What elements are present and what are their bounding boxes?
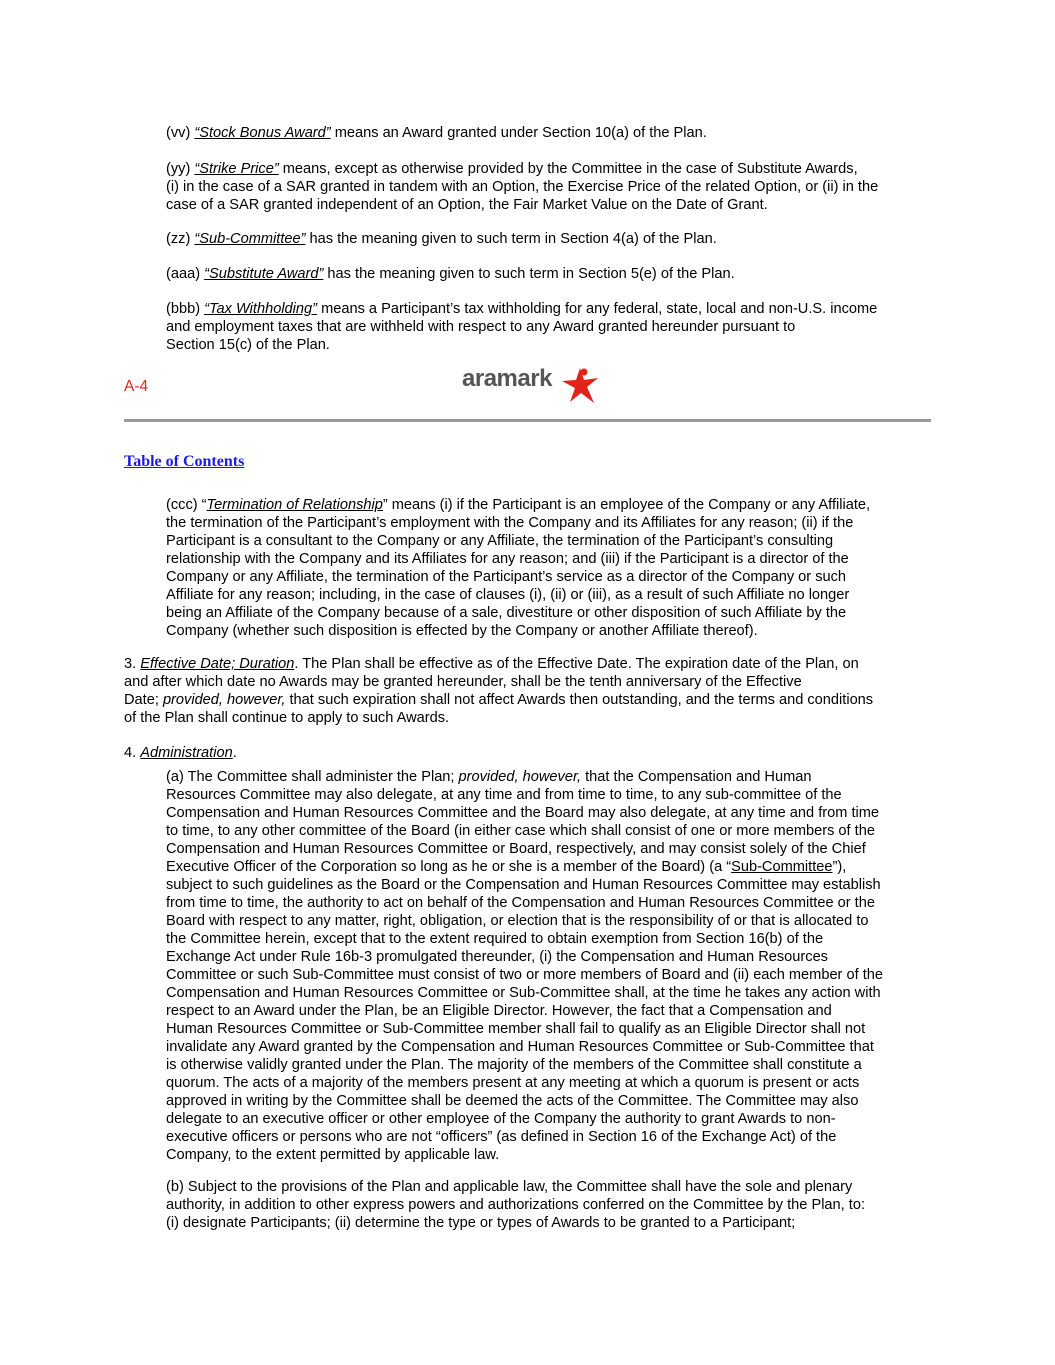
para-text: Executive Officer of the Corporation so long as he or she is a member of the Board) (a “	[166, 859, 732, 875]
def-line: Company or any Affiliate, the termination of the Participant’s service as a director of the Company or such	[166, 569, 847, 585]
section-emphasis: provided, however,	[162, 692, 286, 708]
section-text: . The Plan shall be effective as of the Effective Date. The expiration date of the Plan, on	[294, 656, 859, 672]
definition-zz	[166, 230, 936, 248]
section-text: that such expiration shall not affect Awards then outstanding, and the terms and conditions	[285, 692, 874, 708]
section-title: Administration	[140, 745, 233, 761]
para-text: ”),	[832, 859, 847, 875]
table-of-contents-link[interactable]: Table of Contents	[124, 453, 245, 470]
section-number: 3.	[124, 656, 141, 672]
aramark-logo	[462, 366, 602, 406]
def-prefix: (ccc) “	[166, 497, 207, 513]
def-prefix: (vv)	[166, 125, 195, 141]
para-line: quorum. The acts of a majority of the members present at any meeting at which a quorum is present or acts	[166, 1075, 860, 1091]
para-line: Compensation and Human Resources Committee or Board, respectively, and may consist solely of the Chief	[166, 841, 866, 857]
def-prefix: (zz)	[166, 231, 195, 247]
para-text: that the Compensation and Human	[581, 769, 812, 785]
definition-ccc	[166, 496, 936, 640]
def-line: (i) in the case of a SAR granted in tandem with an Option, the Exercise Price of the related Option, or (ii) in the	[166, 179, 879, 195]
para-line: invalidate any Award granted by the Compensation and Human Resources Committee or Sub-Committee that	[166, 1039, 874, 1055]
def-line: and employment taxes that are withheld with respect to any Award granted hereunder pursuant to	[166, 319, 796, 335]
def-line: Affiliate for any reason; including, in the case of clauses (i), (ii) or (iii), as a result of such Affiliate no longer	[166, 587, 850, 603]
para-line: Exchange Act under Rule 16b-3 promulgated thereunder, (i) the Compensation and Human Resources	[166, 949, 828, 965]
section-3	[124, 655, 936, 727]
section-4a	[166, 768, 936, 1164]
para-line: (b) Subject to the provisions of the Plan and applicable law, the Committee shall have the sole and plenary	[166, 1179, 853, 1195]
definition-yy	[166, 160, 936, 214]
para-underlined-term: Sub-Committee	[731, 859, 833, 875]
para-line: Committee or such Sub-Committee must consist of two or more members of Board and (ii) each member of the	[166, 967, 883, 983]
def-text: means an Award granted under Section 10(a) of the Plan.	[330, 125, 707, 141]
def-term: “Tax Withholding”	[204, 301, 318, 317]
para-line: Compensation and Human Resources Committee and the Board may also delegate, at any time and from time	[166, 805, 880, 821]
section-number: 4.	[124, 745, 141, 761]
para-line: respect to an Award under the Plan, be an Eligible Director. However, the fact that a Compensation and	[166, 1003, 832, 1019]
para-line: to time, to any other committee of the Board (in either case which shall consist of one or more members of the	[166, 823, 875, 839]
para-line: approved in writing by the Committee shall be deemed the acts of the Committee. The Committee may also	[166, 1093, 859, 1109]
def-term: Termination of Relationship	[206, 497, 383, 513]
definition-vv	[166, 124, 936, 142]
para-emphasis: provided, however,	[458, 769, 582, 785]
logo-star-figure-icon	[560, 366, 600, 406]
def-prefix: (yy)	[166, 161, 195, 177]
page-number: A-4	[124, 378, 149, 395]
section-4-heading	[124, 744, 936, 762]
para-line: Company, to the extent permitted by applicable law.	[166, 1147, 500, 1163]
def-text: has the meaning given to such term in Section 4(a) of the Plan.	[305, 231, 717, 247]
section-4b	[166, 1178, 936, 1232]
section-title: Effective Date; Duration	[140, 656, 295, 672]
para-line: Board with respect to any matter, right, obligation, or election that is the responsibility of or that is allocated to	[166, 913, 869, 929]
def-term: “Sub-Committee”	[194, 231, 306, 247]
def-prefix: (bbb)	[166, 301, 205, 317]
para-line: Human Resources Committee or Sub-Committee member shall fail to qualify as an Eligible Director shall not	[166, 1021, 866, 1037]
page-divider	[124, 419, 931, 422]
para-line: delegate to an executive officer or other employee of the Company the authority to grant Awards to non-	[166, 1111, 836, 1127]
def-line: case of a SAR granted independent of an Option, the Fair Market Value on the Date of Grant.	[166, 197, 768, 213]
section-text: Date;	[124, 692, 163, 708]
para-text: (a) The Committee shall administer the Plan;	[166, 769, 459, 785]
para-line: is otherwise validly granted under the Plan. The majority of the members of the Committee shall constitute a	[166, 1057, 862, 1073]
para-line: subject to such guidelines as the Board or the Compensation and Human Resources Committee may establish	[166, 877, 881, 893]
def-term: “Strike Price”	[194, 161, 279, 177]
def-line: relationship with the Company and its Affiliates for any reason; and (iii) if the Participant is a director of the	[166, 551, 849, 567]
def-line: Participant is a consultant to the Company or any Affiliate, the termination of the Participant’s consulting	[166, 533, 834, 549]
para-line: executive officers or persons who are not “officers” (as defined in Section 16 of the Exchange Act) of the	[166, 1129, 837, 1145]
section-title-period: .	[232, 745, 237, 761]
def-text: means a Participant’s tax withholding for any federal, state, local and non-U.S. income	[317, 301, 878, 317]
section-line: of the Plan shall continue to apply to such Awards.	[124, 710, 450, 726]
def-line: Company (whether such disposition is effected by the Company or another Affiliate thereof).	[166, 623, 758, 639]
para-line: Resources Committee may also delegate, at any time and from time to time, to any sub-committee of the	[166, 787, 842, 803]
para-line: from time to time, the authority to act on behalf of the Compensation and Human Resources Committee or the	[166, 895, 875, 911]
def-line: Section 15(c) of the Plan.	[166, 337, 330, 353]
def-term: “Substitute Award”	[204, 266, 324, 282]
para-line: authority, in addition to other express powers and authorizations conferred on the Committee by the Plan, to:	[166, 1197, 866, 1213]
def-text: ” means (i) if the Participant is an employee of the Company or any Affiliate,	[382, 497, 871, 513]
definition-bbb	[166, 300, 936, 354]
definition-aaa	[166, 265, 936, 283]
def-prefix: (aaa)	[166, 266, 205, 282]
para-line: (i) designate Participants; (ii) determine the type or types of Awards to be granted to a Participant;	[166, 1215, 796, 1231]
def-text: has the meaning given to such term in Section 5(e) of the Plan.	[323, 266, 735, 282]
para-line: Compensation and Human Resources Committee or Sub-Committee shall, at the time he takes any action with	[166, 985, 881, 1001]
def-text: means, except as otherwise provided by the Committee in the case of Substitute Awards,	[278, 161, 858, 177]
logo-wordmark: aramark	[462, 365, 552, 392]
def-line: being an Affiliate of the Company because of a sale, divestiture or other disposition of such Affiliate by the	[166, 605, 847, 621]
section-line: and after which date no Awards may be granted hereunder, shall be the tenth anniversary of the Effective	[124, 674, 802, 690]
def-line: the termination of the Participant’s employment with the Company and its Affiliates for any reason; (ii) if the	[166, 515, 854, 531]
def-term: “Stock Bonus Award”	[194, 125, 331, 141]
para-line: the Committee herein, except that to the extent required to obtain exemption from Section 16(b) of the	[166, 931, 824, 947]
